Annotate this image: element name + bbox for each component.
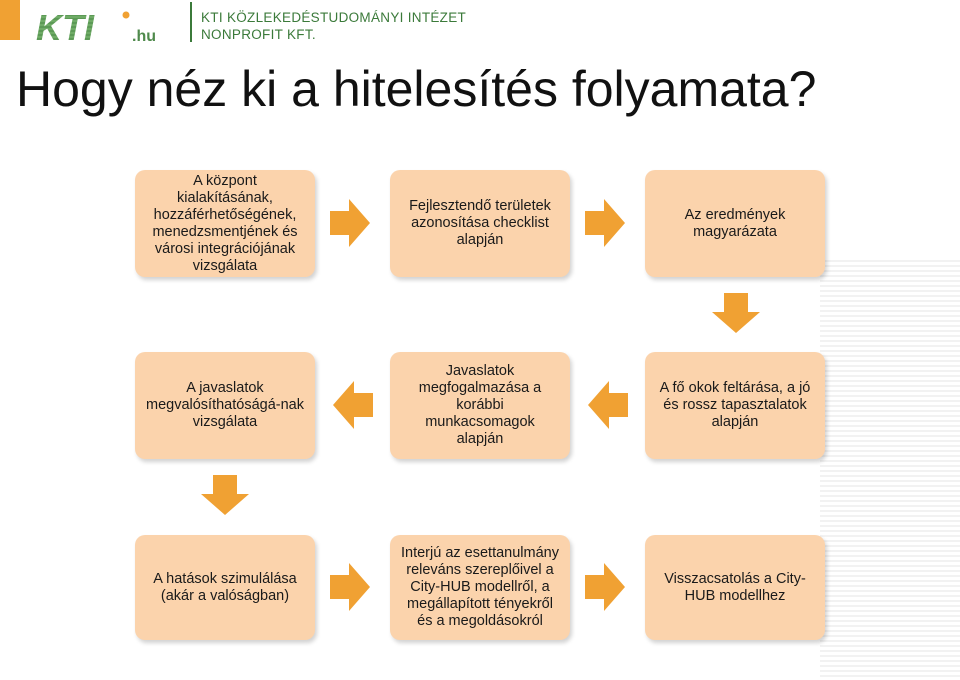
step-box-5	[390, 352, 570, 459]
step-text-8: Interjú az esettanulmány releváns szereplőivel a City-HUB modellről, a megállapított tényekről és a megoldásokról	[401, 545, 559, 629]
arrow-right-icon	[330, 563, 370, 611]
arrow-left-icon	[588, 381, 628, 429]
arrow-left-icon	[333, 381, 373, 429]
step-box-8	[390, 535, 570, 640]
arrow-down-icon	[712, 293, 760, 333]
step-text-1: A központ kialakításának, hozzáférhetőségének, menedzsmentjének és városi integrációjának vizsgálata	[152, 172, 298, 274]
step-text-9: Visszacsatolás a City-HUB modellhez	[664, 570, 806, 604]
step-box-7	[135, 535, 315, 640]
step-box-2	[390, 170, 570, 277]
step-text-5: Javaslatok megfogalmazása a korábbi munkacsomagok alapján	[418, 363, 542, 447]
step-box-9	[645, 535, 825, 640]
step-box-4	[645, 352, 825, 459]
step-text-3: Az eredmények magyarázata	[684, 206, 786, 240]
step-text-6: A javaslatok megvalósíthatóságá-nak vizsgálata	[146, 380, 304, 430]
kti-logo-mark	[34, 6, 144, 46]
arrow-right-icon	[585, 563, 625, 611]
kti-logo-text: KTI	[36, 7, 94, 46]
header-accent-strip	[0, 0, 20, 40]
step-text-4: A fő okok feltárása, a jó és rossz tapasztalatok alapján	[659, 380, 811, 430]
logo-suffix: .hu	[132, 28, 156, 45]
header-divider	[190, 2, 192, 42]
step-text-7: A hatások szimulálása (akár a valóságban)	[153, 570, 297, 604]
arrow-right-icon	[330, 199, 370, 247]
decorative-stripes	[820, 260, 960, 680]
arrow-down-icon	[201, 475, 249, 515]
step-box-6	[135, 352, 315, 459]
step-text-2: Fejlesztendő területek azonosítása checklist alapján	[409, 198, 551, 248]
page-title: Hogy néz ki a hitelesítés folyamata?	[16, 61, 817, 117]
step-box-1	[135, 170, 315, 277]
org-name-line2: NONPROFIT KFT.	[201, 27, 316, 42]
step-box-3	[645, 170, 825, 277]
kti-logo	[34, 6, 184, 46]
arrow-right-icon	[585, 199, 625, 247]
org-name-line1: KTI KÖZLEKEDÉSTUDOMÁNYI INTÉZET	[201, 10, 467, 25]
